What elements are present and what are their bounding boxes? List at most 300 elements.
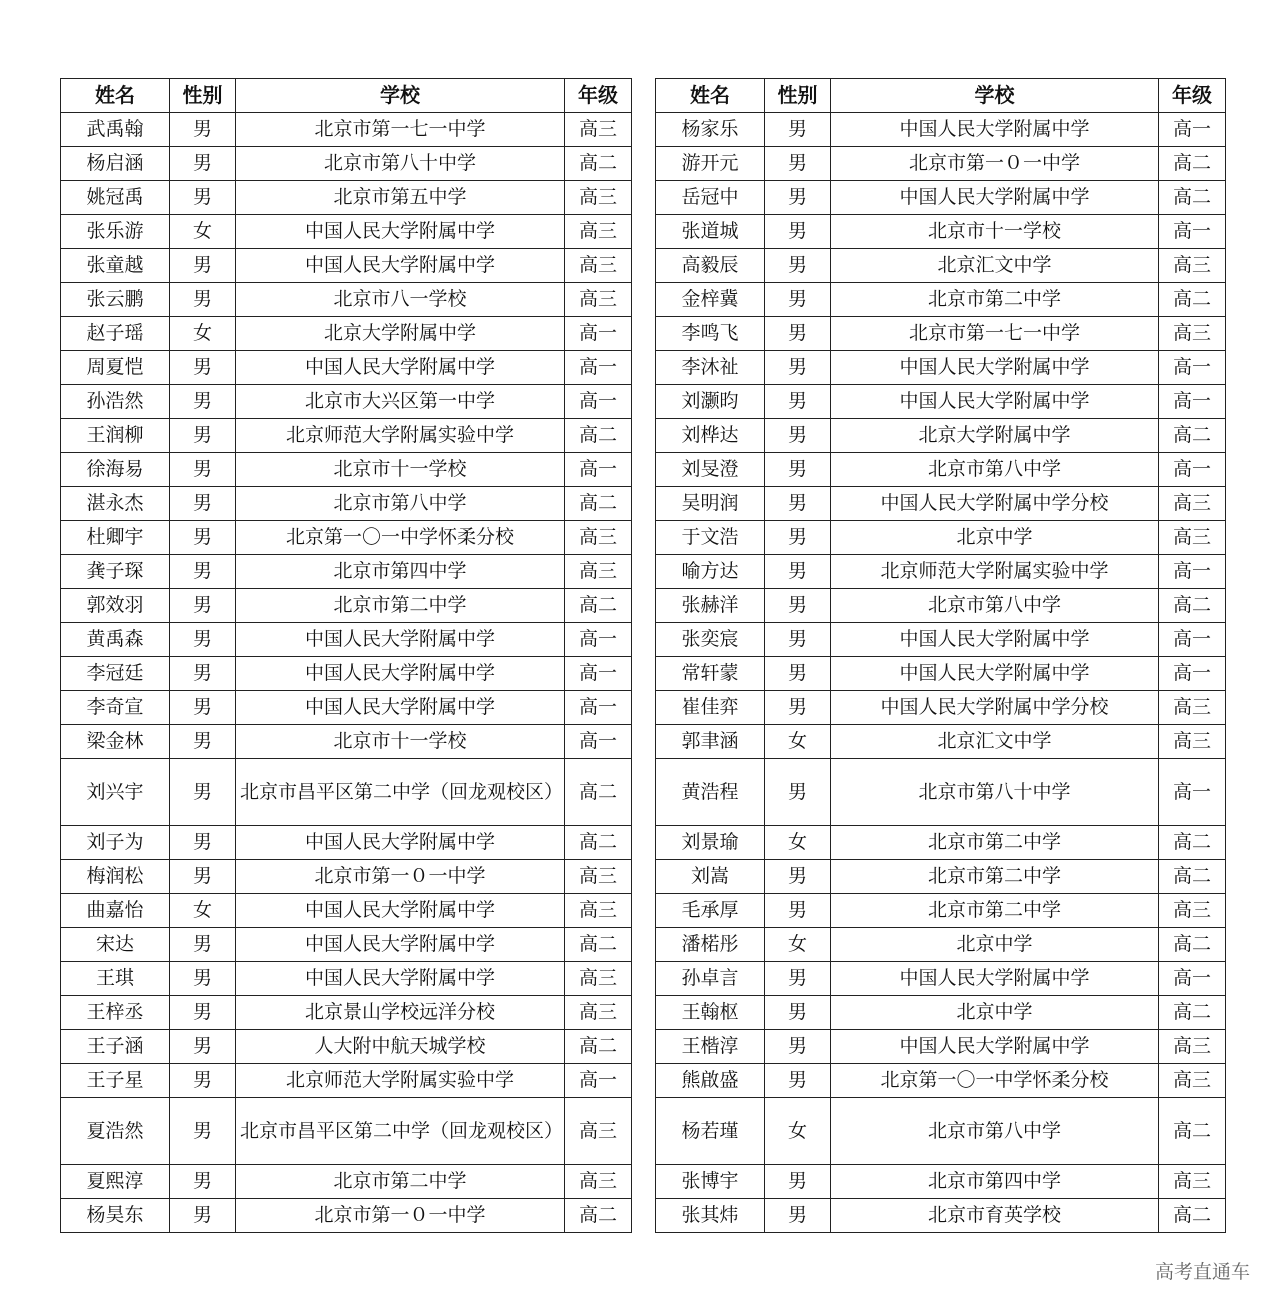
cell-school: 北京市第八中学 (831, 453, 1159, 487)
cell-gender: 男 (170, 962, 236, 996)
cell-gender: 男 (765, 113, 831, 147)
cell-grade: 高二 (565, 928, 632, 962)
cell-name: 喻方达 (656, 555, 765, 589)
cell-grade: 高二 (1159, 996, 1226, 1030)
cell-gender: 女 (765, 725, 831, 759)
table-row (656, 555, 1226, 589)
cell-grade: 高二 (565, 419, 632, 453)
cell-gender: 男 (170, 1064, 236, 1098)
cell-name: 黄浩程 (656, 759, 765, 826)
table-row (61, 351, 632, 385)
cell-school: 中国人民大学附属中学 (236, 657, 565, 691)
table-row (61, 419, 632, 453)
cell-name: 杨启涵 (61, 147, 170, 181)
cell-gender: 男 (765, 894, 831, 928)
table-row (656, 1030, 1226, 1064)
table-row (61, 657, 632, 691)
cell-gender: 男 (170, 860, 236, 894)
cell-name: 熊啟盛 (656, 1064, 765, 1098)
cell-name: 金梓冀 (656, 283, 765, 317)
cell-name: 王琪 (61, 962, 170, 996)
cell-gender: 男 (170, 385, 236, 419)
cell-school: 北京市第二中学 (236, 1165, 565, 1199)
cell-grade: 高三 (565, 521, 632, 555)
cell-grade: 高一 (1159, 453, 1226, 487)
cell-name: 刘旻澄 (656, 453, 765, 487)
cell-school: 北京市昌平区第二中学（回龙观校区） (236, 759, 565, 826)
cell-school: 北京市第一七一中学 (831, 317, 1159, 351)
cell-school: 中国人民大学附属中学 (236, 351, 565, 385)
table-row (61, 860, 632, 894)
cell-school: 中国人民大学附属中学 (831, 181, 1159, 215)
cell-school: 北京市大兴区第一中学 (236, 385, 565, 419)
table-row (61, 1064, 632, 1098)
cell-name: 杜卿宇 (61, 521, 170, 555)
cell-gender: 男 (765, 215, 831, 249)
cell-name: 杨若瑾 (656, 1098, 765, 1165)
cell-grade: 高三 (1159, 487, 1226, 521)
table-row (656, 419, 1226, 453)
table-row (656, 147, 1226, 181)
cell-school: 中国人民大学附属中学 (236, 962, 565, 996)
student-table-left (60, 78, 632, 1233)
cell-grade: 高二 (1159, 826, 1226, 860)
cell-name: 夏浩然 (61, 1098, 170, 1165)
table-row (61, 317, 632, 351)
table-row (61, 147, 632, 181)
cell-school: 中国人民大学附属中学 (236, 249, 565, 283)
cell-gender: 男 (765, 1030, 831, 1064)
cell-gender: 男 (765, 623, 831, 657)
table-row (61, 725, 632, 759)
cell-school: 北京市昌平区第二中学（回龙观校区） (236, 1098, 565, 1165)
table-row (61, 623, 632, 657)
cell-name: 杨家乐 (656, 113, 765, 147)
header-name: 姓名 (61, 79, 170, 113)
table-row (656, 1064, 1226, 1098)
header-name: 姓名 (656, 79, 765, 113)
cell-school: 中国人民大学附属中学 (831, 351, 1159, 385)
table-row (61, 555, 632, 589)
table-row (61, 1199, 632, 1233)
cell-grade: 高二 (1159, 860, 1226, 894)
cell-school: 中国人民大学附属中学 (236, 928, 565, 962)
cell-school: 中国人民大学附属中学 (236, 215, 565, 249)
cell-grade: 高一 (565, 691, 632, 725)
cell-gender: 男 (170, 1098, 236, 1165)
cell-gender: 男 (170, 725, 236, 759)
cell-name: 宋达 (61, 928, 170, 962)
cell-name: 姚冠禹 (61, 181, 170, 215)
cell-grade: 高二 (1159, 147, 1226, 181)
cell-school: 北京市第四中学 (236, 555, 565, 589)
cell-grade: 高三 (565, 894, 632, 928)
cell-school: 中国人民大学附属中学 (236, 826, 565, 860)
cell-grade: 高一 (1159, 962, 1226, 996)
table-row (656, 351, 1226, 385)
cell-grade: 高一 (565, 725, 632, 759)
cell-gender: 男 (765, 962, 831, 996)
table-row (656, 317, 1226, 351)
cell-name: 刘嵩 (656, 860, 765, 894)
table-row (656, 725, 1226, 759)
table-row (656, 521, 1226, 555)
cell-school: 中国人民大学附属中学 (831, 385, 1159, 419)
table-row (656, 1098, 1226, 1165)
cell-gender: 男 (170, 351, 236, 385)
cell-school: 中国人民大学附属中学 (831, 1030, 1159, 1064)
cell-school: 北京市第八中学 (831, 1098, 1159, 1165)
cell-gender: 男 (170, 589, 236, 623)
table-row (61, 894, 632, 928)
cell-grade: 高三 (1159, 1030, 1226, 1064)
cell-grade: 高二 (565, 589, 632, 623)
table-row (61, 826, 632, 860)
cell-school: 北京景山学校远洋分校 (236, 996, 565, 1030)
cell-grade: 高一 (1159, 215, 1226, 249)
table-row (61, 996, 632, 1030)
table-row (61, 962, 632, 996)
cell-name: 刘子为 (61, 826, 170, 860)
cell-name: 张道城 (656, 215, 765, 249)
cell-name: 李冠廷 (61, 657, 170, 691)
cell-name: 毛承厚 (656, 894, 765, 928)
cell-school: 北京市第一０一中学 (831, 147, 1159, 181)
table-row (61, 691, 632, 725)
cell-grade: 高三 (565, 860, 632, 894)
cell-grade: 高三 (565, 996, 632, 1030)
cell-school: 北京市第八十中学 (236, 147, 565, 181)
cell-name: 崔佳弈 (656, 691, 765, 725)
cell-grade: 高三 (1159, 1064, 1226, 1098)
cell-school: 北京中学 (831, 996, 1159, 1030)
table-row (61, 928, 632, 962)
cell-grade: 高三 (1159, 317, 1226, 351)
cell-school: 中国人民大学附属中学 (831, 962, 1159, 996)
table-row (61, 385, 632, 419)
table-row (656, 928, 1226, 962)
cell-school: 北京第一〇一中学怀柔分校 (831, 1064, 1159, 1098)
cell-name: 赵子瑶 (61, 317, 170, 351)
cell-gender: 男 (170, 1030, 236, 1064)
cell-grade: 高三 (1159, 249, 1226, 283)
cell-grade: 高二 (1159, 1098, 1226, 1165)
table-row (656, 215, 1226, 249)
cell-name: 孙卓言 (656, 962, 765, 996)
cell-name: 武禹翰 (61, 113, 170, 147)
cell-gender: 男 (170, 1199, 236, 1233)
cell-school: 北京师范大学附属实验中学 (236, 419, 565, 453)
cell-school: 北京大学附属中学 (236, 317, 565, 351)
cell-name: 张博宇 (656, 1165, 765, 1199)
cell-name: 刘灏昀 (656, 385, 765, 419)
cell-name: 李鸣飞 (656, 317, 765, 351)
cell-gender: 男 (765, 996, 831, 1030)
header-gender: 性别 (765, 79, 831, 113)
cell-school: 北京市第二中学 (236, 589, 565, 623)
cell-grade: 高三 (1159, 521, 1226, 555)
cell-grade: 高一 (1159, 385, 1226, 419)
cell-name: 黄禹森 (61, 623, 170, 657)
table-row (61, 759, 632, 826)
cell-gender: 女 (765, 826, 831, 860)
table-row (656, 1199, 1226, 1233)
cell-grade: 高三 (565, 215, 632, 249)
cell-school: 北京中学 (831, 928, 1159, 962)
cell-school: 中国人民大学附属中学 (831, 113, 1159, 147)
cell-gender: 男 (170, 759, 236, 826)
cell-grade: 高三 (565, 181, 632, 215)
cell-grade: 高二 (1159, 1199, 1226, 1233)
cell-name: 刘景瑜 (656, 826, 765, 860)
cell-name: 张乐游 (61, 215, 170, 249)
cell-name: 王润柳 (61, 419, 170, 453)
cell-name: 李沐祉 (656, 351, 765, 385)
cell-grade: 高三 (565, 1098, 632, 1165)
cell-school: 北京市十一学校 (236, 725, 565, 759)
cell-grade: 高一 (1159, 351, 1226, 385)
cell-gender: 男 (765, 691, 831, 725)
table-row (61, 113, 632, 147)
cell-gender: 男 (170, 113, 236, 147)
cell-school: 北京市第八十中学 (831, 759, 1159, 826)
cell-school: 北京汇文中学 (831, 725, 1159, 759)
cell-name: 王子涵 (61, 1030, 170, 1064)
cell-gender: 男 (765, 317, 831, 351)
cell-gender: 女 (170, 317, 236, 351)
cell-school: 中国人民大学附属中学分校 (831, 487, 1159, 521)
table-row (61, 521, 632, 555)
cell-grade: 高三 (565, 555, 632, 589)
cell-name: 郭效羽 (61, 589, 170, 623)
cell-grade: 高一 (565, 1064, 632, 1098)
cell-gender: 男 (765, 521, 831, 555)
cell-school: 北京第一〇一中学怀柔分校 (236, 521, 565, 555)
cell-name: 吴明润 (656, 487, 765, 521)
cell-gender: 男 (765, 657, 831, 691)
cell-name: 张其炜 (656, 1199, 765, 1233)
cell-grade: 高一 (565, 317, 632, 351)
cell-school: 中国人民大学附属中学分校 (831, 691, 1159, 725)
cell-name: 曲嘉怡 (61, 894, 170, 928)
table-row (656, 894, 1226, 928)
header-gender: 性别 (170, 79, 236, 113)
cell-gender: 女 (765, 1098, 831, 1165)
cell-school: 北京市十一学校 (236, 453, 565, 487)
cell-gender: 男 (170, 521, 236, 555)
cell-gender: 男 (170, 1165, 236, 1199)
table-row (61, 283, 632, 317)
cell-gender: 男 (765, 1199, 831, 1233)
table-row (656, 657, 1226, 691)
cell-gender: 男 (170, 487, 236, 521)
cell-name: 游开元 (656, 147, 765, 181)
cell-gender: 男 (170, 826, 236, 860)
table-row (656, 589, 1226, 623)
cell-grade: 高二 (1159, 283, 1226, 317)
cell-school: 中国人民大学附属中学 (831, 623, 1159, 657)
cell-name: 张童越 (61, 249, 170, 283)
table-row (61, 215, 632, 249)
cell-school: 北京市第四中学 (831, 1165, 1159, 1199)
cell-gender: 男 (765, 283, 831, 317)
cell-gender: 男 (170, 691, 236, 725)
cell-gender: 男 (765, 147, 831, 181)
cell-name: 刘兴宇 (61, 759, 170, 826)
cell-grade: 高一 (565, 657, 632, 691)
table-row (656, 826, 1226, 860)
cell-name: 孙浩然 (61, 385, 170, 419)
table-row (61, 589, 632, 623)
table-row (656, 453, 1226, 487)
table-row (656, 1165, 1226, 1199)
cell-grade: 高一 (565, 385, 632, 419)
cell-school: 北京中学 (831, 521, 1159, 555)
cell-grade: 高一 (1159, 555, 1226, 589)
cell-school: 北京汇文中学 (831, 249, 1159, 283)
header-school: 学校 (236, 79, 565, 113)
cell-school: 中国人民大学附属中学 (236, 894, 565, 928)
cell-grade: 高三 (1159, 691, 1226, 725)
cell-gender: 女 (170, 215, 236, 249)
cell-gender: 男 (765, 860, 831, 894)
cell-gender: 女 (765, 928, 831, 962)
cell-school: 北京市第一七一中学 (236, 113, 565, 147)
table-row (656, 623, 1226, 657)
cell-gender: 女 (170, 894, 236, 928)
table-row (656, 691, 1226, 725)
cell-grade: 高二 (565, 1199, 632, 1233)
cell-grade: 高三 (565, 283, 632, 317)
cell-name: 于文浩 (656, 521, 765, 555)
cell-grade: 高三 (565, 1165, 632, 1199)
cell-grade: 高三 (565, 113, 632, 147)
cell-name: 梅润松 (61, 860, 170, 894)
cell-gender: 男 (170, 996, 236, 1030)
cell-name: 潘楉彤 (656, 928, 765, 962)
table-row (61, 181, 632, 215)
cell-gender: 男 (170, 623, 236, 657)
cell-gender: 男 (170, 249, 236, 283)
cell-gender: 男 (170, 419, 236, 453)
header-grade: 年级 (1159, 79, 1226, 113)
cell-school: 北京市第二中学 (831, 283, 1159, 317)
cell-name: 梁金林 (61, 725, 170, 759)
cell-grade: 高一 (565, 453, 632, 487)
cell-grade: 高二 (1159, 589, 1226, 623)
table-row (61, 1165, 632, 1199)
watermark: 高考直通车 (1154, 1261, 1250, 1283)
cell-gender: 男 (170, 555, 236, 589)
cell-grade: 高三 (1159, 725, 1226, 759)
cell-gender: 男 (170, 147, 236, 181)
cell-school: 北京市第八中学 (831, 589, 1159, 623)
cell-grade: 高二 (1159, 928, 1226, 962)
cell-gender: 男 (765, 487, 831, 521)
cell-grade: 高一 (1159, 657, 1226, 691)
cell-name: 常轩蒙 (656, 657, 765, 691)
cell-school: 人大附中航天城学校 (236, 1030, 565, 1064)
cell-gender: 男 (765, 385, 831, 419)
cell-gender: 男 (765, 589, 831, 623)
cell-grade: 高二 (565, 759, 632, 826)
cell-grade: 高三 (565, 249, 632, 283)
cell-grade: 高二 (565, 826, 632, 860)
cell-school: 北京市八一学校 (236, 283, 565, 317)
cell-gender: 男 (170, 453, 236, 487)
cell-grade: 高一 (565, 623, 632, 657)
cell-gender: 男 (765, 181, 831, 215)
cell-gender: 男 (765, 419, 831, 453)
table-row (61, 249, 632, 283)
cell-name: 夏熙淳 (61, 1165, 170, 1199)
cell-school: 中国人民大学附属中学 (236, 623, 565, 657)
cell-gender: 男 (765, 249, 831, 283)
cell-school: 北京市第五中学 (236, 181, 565, 215)
cell-name: 周夏恺 (61, 351, 170, 385)
cell-gender: 男 (170, 657, 236, 691)
cell-grade: 高一 (565, 351, 632, 385)
cell-grade: 高三 (1159, 1165, 1226, 1199)
table-row (656, 996, 1226, 1030)
cell-name: 湛永杰 (61, 487, 170, 521)
cell-name: 杨昊东 (61, 1199, 170, 1233)
cell-gender: 男 (170, 283, 236, 317)
table-row (61, 1098, 632, 1165)
table-row (656, 385, 1226, 419)
table-row (656, 487, 1226, 521)
cell-school: 北京市十一学校 (831, 215, 1159, 249)
header-school: 学校 (831, 79, 1159, 113)
cell-name: 王翰枢 (656, 996, 765, 1030)
table-header (61, 79, 632, 113)
cell-gender: 男 (765, 453, 831, 487)
table-header (656, 79, 1226, 113)
cell-school: 中国人民大学附属中学 (831, 657, 1159, 691)
cell-grade: 高一 (1159, 759, 1226, 826)
cell-name: 郭聿涵 (656, 725, 765, 759)
cell-school: 中国人民大学附属中学 (236, 691, 565, 725)
cell-name: 岳冠中 (656, 181, 765, 215)
table-row (656, 962, 1226, 996)
table-row (61, 1030, 632, 1064)
table-row (656, 860, 1226, 894)
cell-name: 刘桦达 (656, 419, 765, 453)
cell-school: 北京市第二中学 (831, 826, 1159, 860)
cell-school: 北京市第二中学 (831, 894, 1159, 928)
header-grade: 年级 (565, 79, 632, 113)
cell-name: 张云鹏 (61, 283, 170, 317)
cell-name: 王子星 (61, 1064, 170, 1098)
cell-school: 北京师范大学附属实验中学 (236, 1064, 565, 1098)
cell-grade: 高二 (565, 487, 632, 521)
cell-name: 张赫洋 (656, 589, 765, 623)
cell-name: 李奇宣 (61, 691, 170, 725)
cell-gender: 男 (765, 1165, 831, 1199)
table-row (61, 487, 632, 521)
table-row (656, 283, 1226, 317)
cell-school: 北京市第八中学 (236, 487, 565, 521)
cell-name: 徐海易 (61, 453, 170, 487)
cell-grade: 高二 (565, 1030, 632, 1064)
table-row (656, 181, 1226, 215)
cell-grade: 高二 (565, 147, 632, 181)
cell-gender: 男 (765, 351, 831, 385)
cell-name: 张奕宸 (656, 623, 765, 657)
table-row (61, 453, 632, 487)
cell-grade: 高一 (1159, 623, 1226, 657)
cell-name: 龚子琛 (61, 555, 170, 589)
